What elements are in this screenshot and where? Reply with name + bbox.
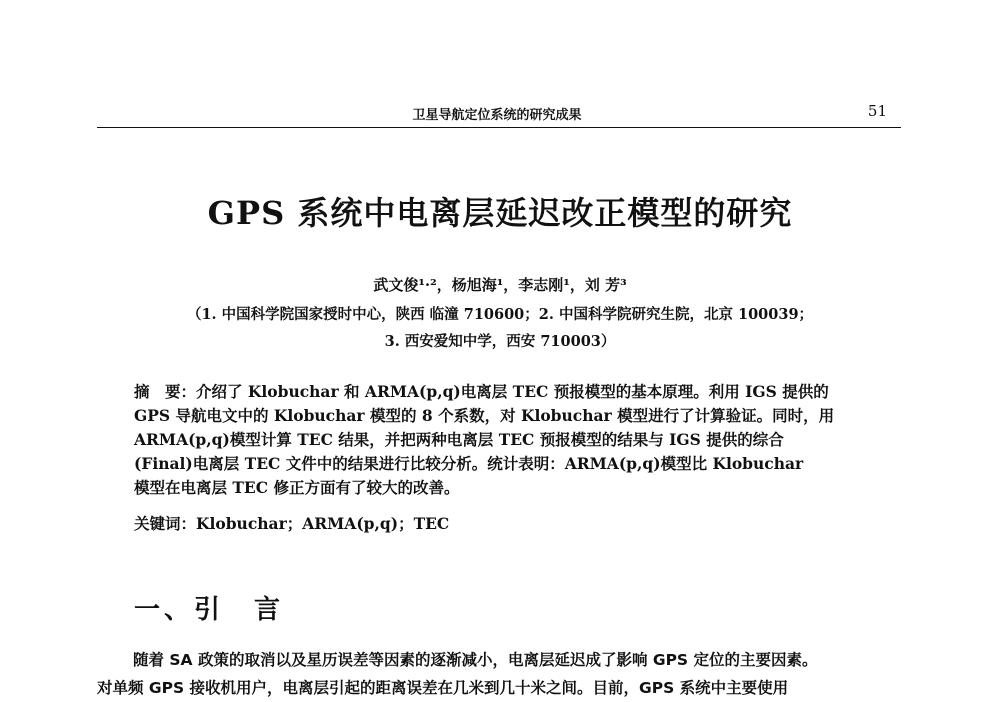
page-number: 51: [867, 102, 887, 120]
authors: 武文俊¹·²，杨旭海¹，李志刚¹，刘 芳³: [373, 276, 627, 294]
header-rule: [97, 127, 901, 128]
affiliation-line-2: 3. 西安爱知中学，西安 710003）: [384, 333, 616, 350]
keywords-text: Klobuchar；ARMA(p,q)；TEC: [196, 514, 450, 533]
abstract-line: (Final)电离层 TEC 文件中的结果进行比较分析。统计表明：ARMA(p,q)模型比 Klobuchar: [134, 454, 804, 473]
abstract-label: 摘 要：: [134, 383, 197, 401]
body-text: [97, 646, 909, 702]
body-line: 随着 SA 政策的取消以及星历误差等因素的逐渐减小，电离层延迟成了影响 GPS 定位的主要因素。: [133, 651, 818, 669]
abstract-line: ARMA(p,q)模型计算 TEC 结果，并把两种电离层 TEC 预报模型的结果与 IGS 提供的综合: [134, 430, 784, 449]
running-title: 卫星导航定位系统的研究成果: [412, 108, 582, 123]
abstract-line: 模型在电离层 TEC 修正方面有了较大的改善。: [134, 478, 460, 497]
abstract-line: 摘 要：介绍了 Klobuchar 和 ARMA(p,q)电离层 TEC 预报模型的基本原理。利用 IGS 提供的: [134, 382, 829, 401]
affiliation-line-1: （1. 中国科学院国家授时中心，陕西 临潼 710600；2. 中国科学院研究生院，北京 100039；: [186, 306, 814, 323]
keywords-label: 关键词：: [134, 515, 197, 533]
abstract: [134, 380, 879, 500]
keywords: [134, 512, 449, 534]
abstract-line: GPS 导航电文中的 Klobuchar 模型的 8 个系数，对 Klobuchar 模型进行了计算验证。同时，用: [134, 406, 835, 425]
paper-title: GPS 系统中电离层延迟改正模型的研究: [207, 194, 793, 232]
body-line: 对单频 GPS 接收机用户，电离层引起的距离误差在几米到几十米之间。目前，GPS 系统中主要使用: [97, 679, 789, 697]
running-header: [97, 102, 897, 124]
section-heading: 一、引 言: [134, 595, 285, 625]
